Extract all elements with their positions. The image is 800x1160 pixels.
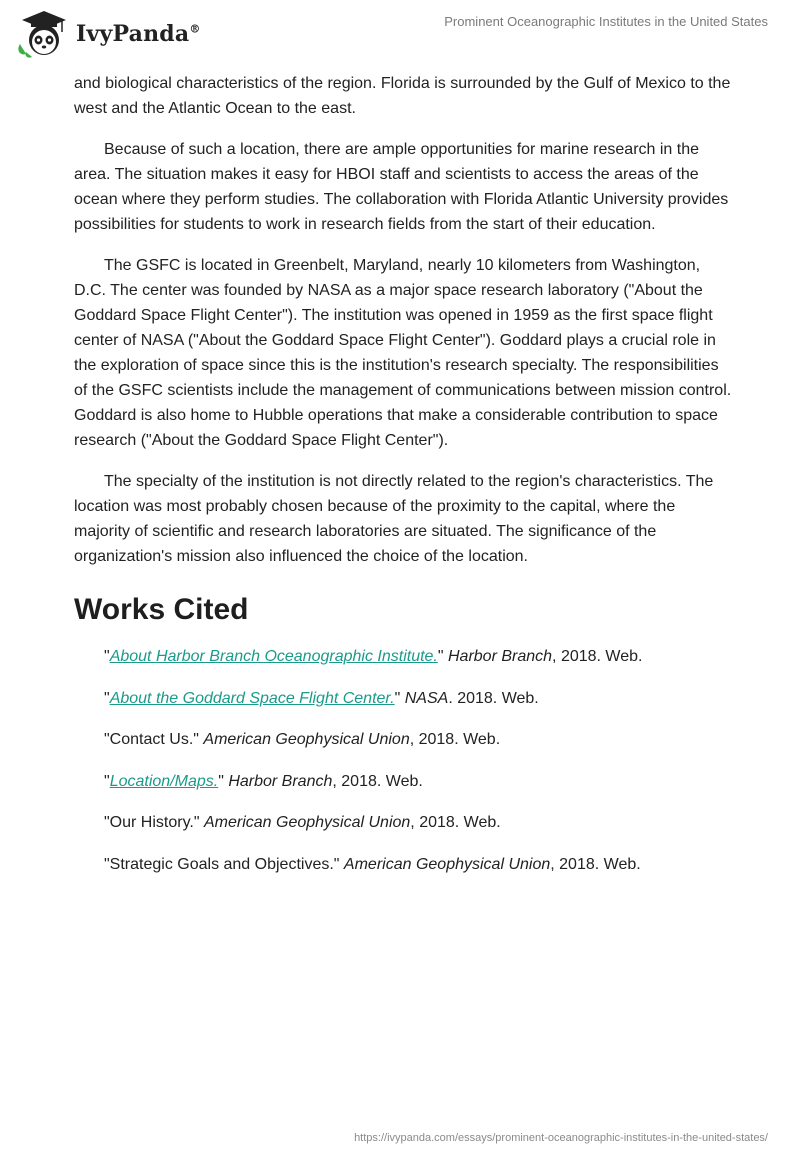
quote-open: " (104, 772, 110, 790)
citation-tail: . 2018. Web. (448, 689, 539, 707)
paragraph: The GSFC is located in Greenbelt, Maryland, nearly 10 kilometers from Washington, D.C. The center was founded by NASA as a major space research laboratory ("About the Goddard Space Flight Center"). The institution was opened in 1959 as the first space flight center of NASA ("About the Goddard Space Flight Center"). Goddard plays a crucial role in the exploration of space since this is the institution's research specialty. The responsibilities of the GSFC scientists include the management of communications between mission control. Goddard is also home to Hubble operations that make a considerable contribution to space research ("About the Goddard Space Flight Center"). (74, 257, 732, 449)
quote-open: " (104, 689, 110, 707)
citation-source: American Geophysical Union (343, 855, 551, 873)
citation-title: "Strategic Goals and Objectives." (104, 855, 344, 873)
citation-source: NASA (404, 689, 449, 707)
brand-name (76, 21, 201, 47)
paragraph: and biological characteristics of the region. Florida is surrounded by the Gulf of Mexico to the west and the Atlantic Ocean to the east. (74, 75, 731, 117)
citation-link[interactable]: About the Goddard Space Flight Center. (109, 689, 395, 707)
citation-tail: , 2018. Web. (550, 855, 641, 873)
page-header (0, 0, 800, 70)
paragraph: The specialty of the institution is not directly related to the region's characteristics. The location was most probably chosen because of the proximity to the capital, where the majority of scientific and research laboratories are situated. The significance of the organization's mission also influenced the choice of the location. (74, 473, 714, 565)
works-cited-heading: Works Cited (74, 593, 249, 626)
registered-mark: ® (189, 22, 201, 36)
paragraph: Because of such a location, there are ample opportunities for marine research in the area. The situation makes it easy for HBOI staff and scientists to access the areas of the ocean where they perform studies. The collaboration with Florida Atlantic University provides possibilities for students to work in research fields from the start of their education. (74, 141, 729, 233)
citation-entry (104, 812, 734, 834)
panda-graduate-icon (14, 8, 74, 60)
source-url[interactable]: https://ivypanda.com/essays/prominent-oceanographic-institutes-in-the-united-states/ (354, 1132, 768, 1144)
citation-entry (104, 854, 734, 876)
citation-title: "Our History." (104, 814, 204, 831)
citation-entry (104, 729, 734, 751)
citation-entry (104, 771, 734, 793)
essay-body (74, 71, 734, 895)
citation-source: Harbor Branch (448, 648, 553, 665)
citation-link[interactable]: About Harbor Branch Oceanographic Institute. (109, 648, 438, 665)
citation-tail: , 2018. Web. (410, 814, 501, 831)
citation-source: American Geophysical Union (203, 731, 410, 748)
citation-entry (104, 646, 734, 668)
citation-tail: , 2018. Web. (409, 731, 501, 748)
citation-link[interactable]: Location/Maps. (109, 772, 219, 790)
quote-open: " (104, 648, 110, 665)
citation-source: American Geophysical Union (203, 814, 411, 831)
document-title: Prominent Oceanographic Institutes in the United States (444, 14, 768, 29)
citation-title: "Contact Us." (104, 731, 204, 748)
citation-entry (104, 688, 734, 710)
citation-source: Harbor Branch (228, 772, 333, 790)
citation-tail: , 2018. Web. (552, 648, 643, 665)
quote-close: " (218, 772, 229, 790)
quote-close: " (394, 689, 405, 707)
brand-text: IvyPanda (76, 21, 190, 47)
ivypanda-logo[interactable] (14, 8, 201, 60)
citation-tail: , 2018. Web. (332, 772, 423, 790)
quote-close: " (437, 648, 448, 665)
